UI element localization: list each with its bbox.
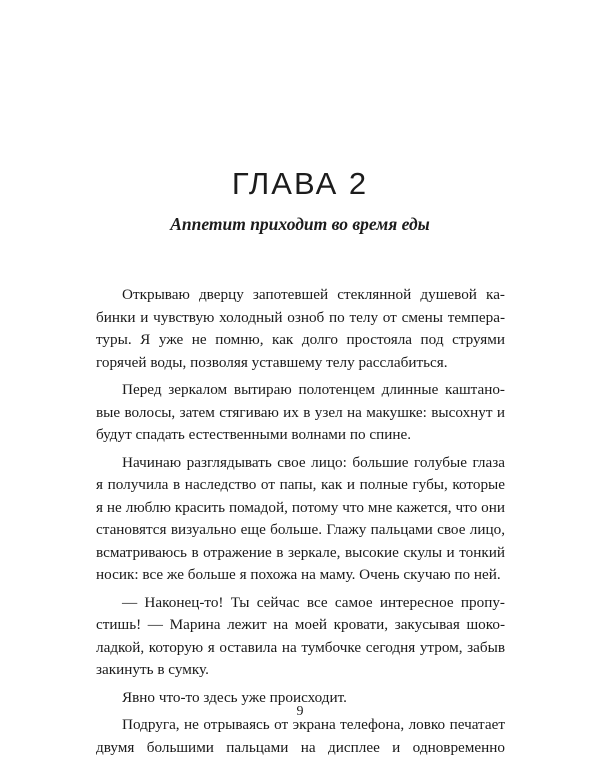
- chapter-body: [96, 284, 505, 759]
- text-line: Открываю дверцу запотевшей стеклянной душевой ка-: [96, 284, 505, 307]
- text-line: — Наконец-то! Ты сейчас все самое интересное пропу-: [96, 592, 505, 615]
- paragraph: [96, 452, 505, 587]
- text-line: Подруга, не отрываясь от экрана телефона, ловко печатает: [96, 714, 505, 737]
- text-line: ладкой, которую я оставила на тумбочке сегодня утром, забыв: [96, 637, 505, 660]
- text-line: всматриваюсь в отражение в зеркале, высокие скулы и тонкий: [96, 542, 505, 565]
- text-line: я не люблю красить помадой, потому что мне кажется, что они: [96, 497, 505, 520]
- page-number: 9: [0, 704, 600, 720]
- text-line: вые волосы, затем стягиваю их в узел на макушке: высохнут и: [96, 402, 505, 425]
- chapter-title: ГЛАВА 2: [0, 166, 600, 202]
- paragraph: [96, 284, 505, 374]
- text-line: стишь! — Марина лежит на моей кровати, закусывая шоко-: [96, 614, 505, 637]
- text-line: носик: все же больше я похожа на маму. Очень скучаю по ней.: [96, 564, 505, 587]
- paragraph: [96, 714, 505, 759]
- text-line: я получила в наследство от папы, как и полные губы, которые: [96, 474, 505, 497]
- text-line: Перед зеркалом вытираю полотенцем длинные каштано-: [96, 379, 505, 402]
- text-line: Явно что-то здесь уже происходит.: [96, 687, 505, 710]
- text-line: Начинаю разглядывать свое лицо: большие голубые глаза: [96, 452, 505, 475]
- text-line: бинки и чувствую холодный озноб по телу от смены темпера-: [96, 307, 505, 330]
- text-line: двумя большими пальцами на дисплее и одновременно: [96, 737, 505, 759]
- text-line: будут спадать естественными волнами по спине.: [96, 424, 505, 447]
- text-line: туры. Я уже не помню, как долго простояла под струями: [96, 329, 505, 352]
- text-line: горячей воды, позволяя уставшему телу расслабиться.: [96, 352, 505, 375]
- chapter-subtitle: Аппетит приходит во время еды: [0, 214, 600, 235]
- text-line: закинуть в сумку.: [96, 659, 505, 682]
- text-line: становятся визуально еще больше. Глажу пальцами свое лицо,: [96, 519, 505, 542]
- paragraph: [96, 379, 505, 447]
- paragraph: [96, 592, 505, 682]
